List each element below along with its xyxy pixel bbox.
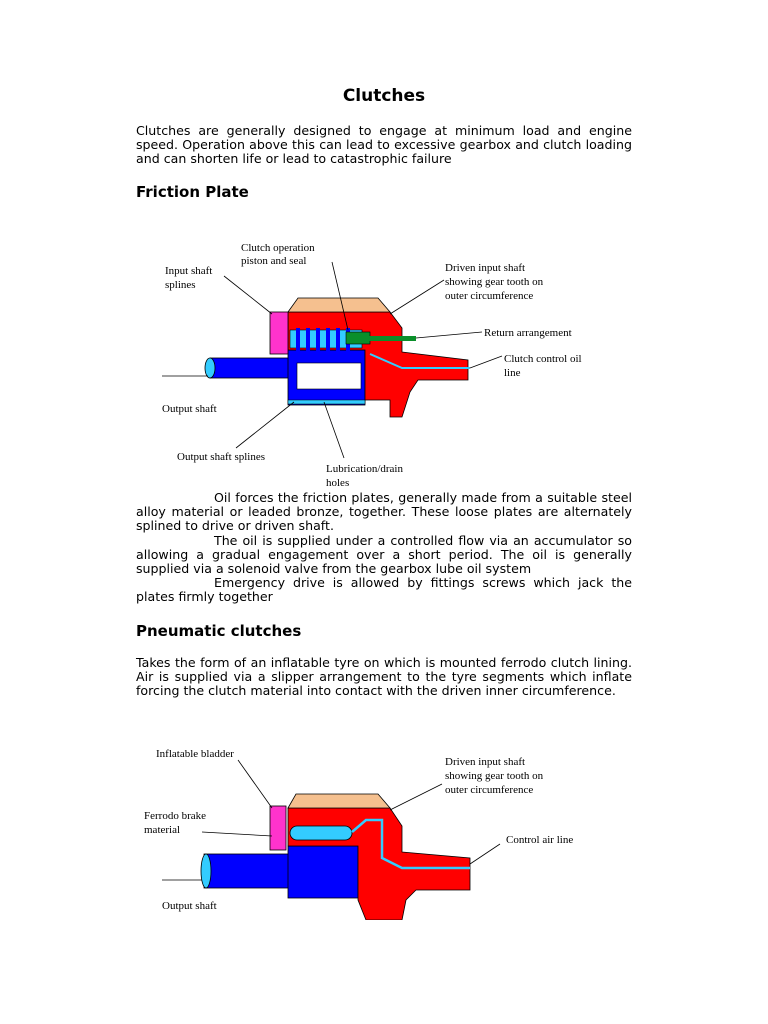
label-air-line: Control air line [506, 834, 574, 846]
label-bladder: Inflatable bladder [156, 748, 234, 760]
output-hub-bore [297, 363, 361, 389]
inflatable-bladder-shape [290, 826, 352, 840]
label-output-splines: Output shaft splines [177, 451, 265, 463]
friction-plate-text [136, 491, 632, 605]
label-driven-line1: Driven input shaft [445, 262, 526, 274]
label-driven-line3: outer circumference [445, 290, 534, 302]
label-lube-line1: Lubrication/drain [326, 463, 403, 475]
output-shaft-shape [210, 358, 300, 378]
label-oil-line1: Clutch control oil [504, 353, 582, 365]
intro-text: Clutches are generally designed to engage at minimum load and engine speed. Operation above this can lead to excessive gearbox and clutch loading and can shorten life or lead to catastrophic failure [136, 123, 632, 167]
pneumatic-paragraph [136, 656, 632, 699]
label-ferrodo-line1: Ferrodo brake [144, 810, 207, 822]
label-output-shaft: Output shaft [162, 403, 217, 415]
label-piston-line1: Clutch operation [241, 242, 315, 254]
friction-paragraph-1: Oil forces the friction plates, generally made from a suitable steel alloy material or leaded bronze, together. These loose plates are alternately splined to drive or driven shaft. [136, 490, 632, 534]
label-return: Return arrangement [484, 327, 572, 339]
label-driven-line3: outer circumference [445, 784, 534, 796]
output-splines-shape [288, 400, 365, 404]
friction-paragraph-3: Emergency drive is allowed by fittings screws which jack the plates firmly together [136, 575, 632, 605]
label-input-splines-line1: Input shaft [165, 265, 213, 277]
pneumatic-text: Takes the form of an inflatable tyre on which is mounted ferrodo clutch lining. Air is supplied via a slipper arrangement to the tyre segments which inflate forcing the clutch material into contact with the driven inner circumference. [136, 655, 632, 699]
label-input-splines-line2: splines [165, 279, 196, 291]
label-lube-line2: holes [326, 477, 350, 489]
friction-paragraph-2: The oil is supplied under a controlled flow via an accumulator so allowing a gradual engagement over a short period. The oil is generally supplied via a solenoid valve from the gearbox lube oil system [136, 532, 632, 577]
gear-teeth [288, 298, 390, 312]
return-rod [366, 336, 416, 341]
label-driven-line1: Driven input shaft [445, 756, 526, 768]
output-hub [288, 846, 358, 898]
section-heading-friction-plate: Friction Plate [136, 183, 249, 201]
label-oil-line2: line [504, 367, 521, 379]
label-output-shaft: Output shaft [162, 900, 217, 912]
label-ferrodo-line2: material [144, 824, 181, 836]
input-splines-shape [270, 312, 288, 354]
pneumatic-clutch-diagram [140, 740, 620, 920]
output-shaft-end [205, 358, 215, 378]
ferrodo-lining-shape [270, 806, 286, 850]
label-driven-line2: showing gear tooth on [445, 770, 544, 782]
friction-plate-diagram [140, 232, 620, 494]
label-driven-line2: showing gear tooth on [445, 276, 544, 288]
intro-paragraph [136, 124, 632, 167]
label-piston-line2: piston and seal [241, 255, 307, 267]
output-shaft-shape [204, 854, 300, 888]
gear-teeth [288, 794, 390, 808]
page-title: Clutches [342, 86, 426, 106]
output-shaft-end [201, 854, 211, 888]
section-heading-pneumatic: Pneumatic clutches [136, 622, 302, 640]
